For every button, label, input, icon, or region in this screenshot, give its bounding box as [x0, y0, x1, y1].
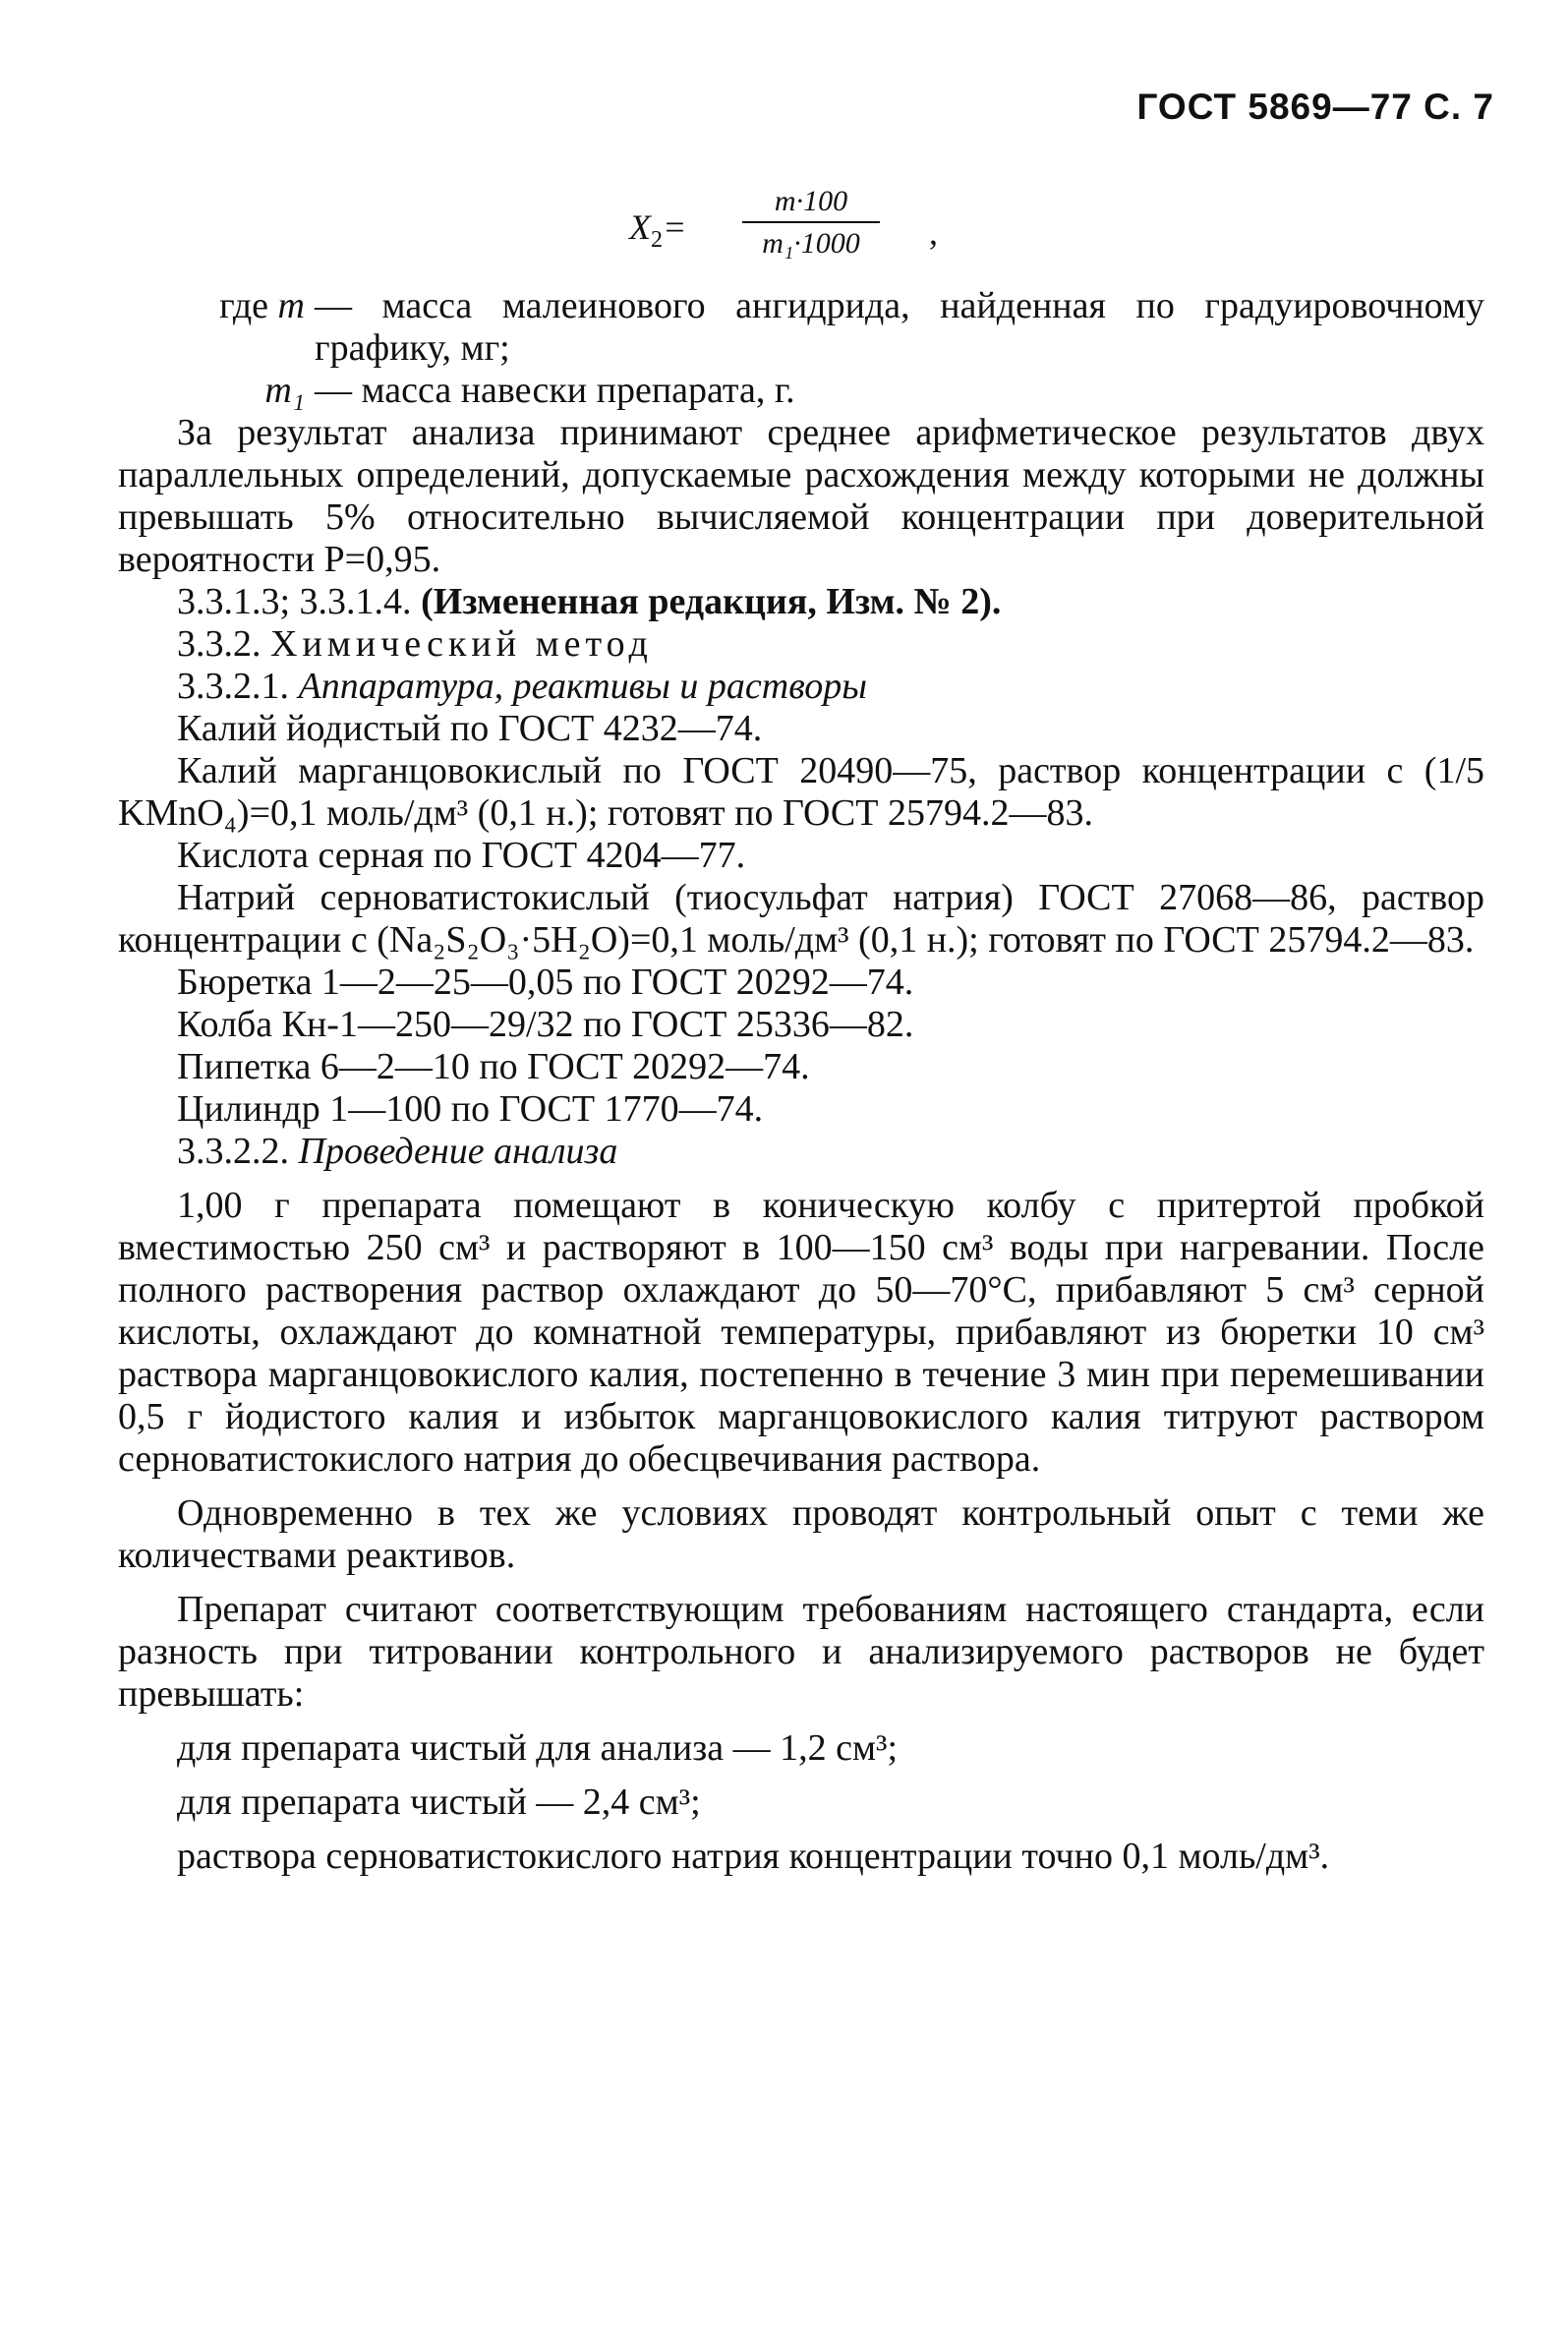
- section-3-3-2-1: 3.3.2.1. Аппаратура, реактивы и растворы: [177, 666, 867, 707]
- document-body: [118, 285, 1484, 1878]
- where-prefix: где: [219, 285, 269, 326]
- list-item: Калий марганцовокислый по ГОСТ 20490—75, раствор концентрации c (1/5 KMnO₄)=0,1 моль/дм³ (0,1 н.); готовят по ГОСТ 25794.2—83.: [118, 750, 1484, 834]
- page-header: ГОСТ 5869—77 С. 7: [1136, 87, 1494, 127]
- formula-lhs: $X_2=$: [629, 207, 687, 254]
- where-m1-text: — масса навески препарата, г.: [315, 370, 795, 411]
- section-title: Химический метод: [270, 623, 653, 665]
- where-m-text: — масса малеинового ангидрида, найденная по градуировочному графику, мг;: [315, 285, 1484, 369]
- paragraph-procedure: 1,00 г препарата помещают в коническую колбу с притертой пробкой вместимостью 250 см³ и растворяют в 100—150 см³ воды при нагревании. После полного растворения раствор охлаждают до 50—70°С, прибавляют 5 см³ серной кислоты, охлаждают до комнатной температуры, прибавляют из бюретки 10 см³ раствора марганцовокислого калия, постепенно в течение 3 мин при перемешивании 0,5 г йодистого калия и избыток марганцовокислого калия титруют раствором серноватистокислого натрия до обесцвечивания раствора.: [118, 1185, 1484, 1480]
- symbol-m1: m₁: [264, 370, 305, 411]
- paragraph-result: За результат анализа принимают среднее арифметическое результатов двух параллельных определений, допускаемые расхождения между которыми не должны превышать 5% относительно вычисляемой концентрации при доверительной вероятности P=0,95.: [118, 412, 1484, 580]
- paragraph-limit-pure: для препарата чистый — 2,4 см³;: [177, 1781, 701, 1823]
- paragraph-control: Одновременно в тех же условиях проводят контрольный опыт с теми же количеcтвами реактивов.: [118, 1492, 1484, 1576]
- formula-fraction: [742, 182, 880, 263]
- where-m: [118, 285, 1484, 370]
- list-item: Цилиндр 1—100 по ГОСТ 1770—74.: [177, 1088, 764, 1130]
- list-item: Бюретка 1—2—25—0,05 по ГОСТ 20292—74.: [177, 962, 914, 1003]
- section-title: Проведение анализа: [298, 1131, 618, 1172]
- section-3-3-2-2: 3.3.2.2. Проведение анализа: [177, 1131, 618, 1172]
- paragraph-limit-analysis: для препарата чистый для анализа — 1,2 см³;: [177, 1727, 899, 1769]
- paragraph-titrant: раствора серноватистокислого натрия концентрации точно 0,1 моль/дм³.: [177, 1836, 1330, 1877]
- formula-denominator: m₁·1000: [762, 227, 860, 260]
- formula-numerator: m·100: [774, 185, 848, 217]
- section-title: Аппаратура, реактивы и растворы: [298, 666, 867, 707]
- list-item: Натрий серноватистокислый (тиосульфат натрия) ГОСТ 27068—86, раствор концентрации c (Na₂S₂O₃·5H₂O)=0,1 моль/дм³ (0,1 н.); готовят по ГОСТ 25794.2—83.: [118, 877, 1484, 961]
- symbol-m: m: [277, 285, 305, 326]
- list-item: Кислота серная по ГОСТ 4204—77.: [177, 835, 746, 876]
- list-item: Пипетка 6—2—10 по ГОСТ 20292—74.: [177, 1046, 810, 1087]
- list-item: Калий йодистый по ГОСТ 4232—74.: [177, 708, 763, 749]
- list-item: Колба Кн-1—250—29/32 по ГОСТ 25336—82.: [177, 1004, 914, 1045]
- where-m1: [118, 370, 1484, 412]
- section-3-3-2: 3.3.2. Химический метод: [177, 623, 653, 665]
- paragraph-amendment: 3.3.1.3; 3.3.1.4. (Измененная редакция, Изм. № 2).: [177, 581, 1002, 622]
- formula-x2: [629, 182, 1022, 270]
- formula-comma: ,: [929, 212, 938, 252]
- paragraph-criterion: Препарат считают соответствующим требованиям настоящего стандарта, если разность при титровании контрольного и анализируемого растворов не будет превышать:: [118, 1589, 1484, 1715]
